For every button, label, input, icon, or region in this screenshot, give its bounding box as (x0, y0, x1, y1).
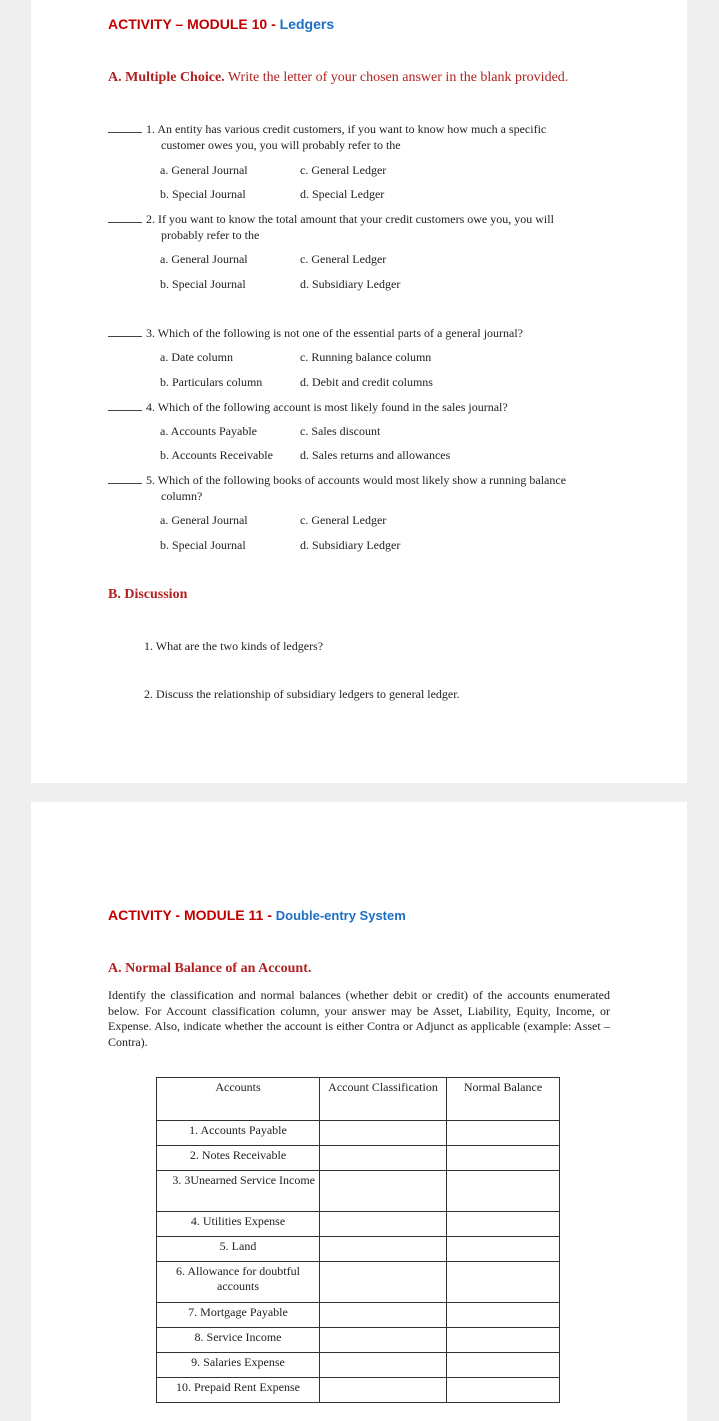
account-name: 7. Mortgage Payable (157, 1303, 320, 1328)
answer-blank-5[interactable] (108, 473, 142, 484)
module-10-title-prefix: ACTIVITY – MODULE 10 - (108, 16, 280, 32)
account-name: 9. Salaries Expense (157, 1353, 320, 1378)
classification-cell[interactable] (320, 1237, 447, 1262)
table-row (157, 1303, 560, 1328)
q5-option-d: d. Subsidiary Ledger (300, 538, 401, 552)
account-name: 2. Notes Receivable (157, 1146, 320, 1171)
page-module-11 (31, 802, 687, 1421)
question-4-line1: 4. Which of the following account is most likely found in the sales journal? (146, 400, 508, 414)
q4-option-b: b. Accounts Receivable (160, 448, 273, 462)
q1-option-c: c. General Ledger (300, 163, 387, 177)
q1-option-a: a. General Journal (160, 163, 248, 177)
answer-blank-1[interactable] (108, 122, 142, 133)
table-row (157, 1353, 560, 1378)
normal-balance-cell[interactable] (447, 1328, 560, 1353)
header-account-classification: Account Classification (320, 1078, 447, 1121)
q1-option-d: d. Special Ledger (300, 187, 385, 201)
answer-blank-3[interactable] (108, 326, 142, 337)
normal-balance-cell[interactable] (447, 1146, 560, 1171)
discussion-question-1: 1. What are the two kinds of ledgers? (144, 639, 324, 653)
discussion-question-2: 2. Discuss the relationship of subsidiary ledgers to general ledger. (144, 687, 460, 701)
classification-cell[interactable] (320, 1328, 447, 1353)
q1-option-b: b. Special Journal (160, 187, 246, 201)
classification-cell[interactable] (320, 1171, 447, 1212)
account-name: 10. Prepaid Rent Expense (157, 1378, 320, 1403)
module-11-title (108, 907, 406, 923)
section-b-label: B. Discussion (108, 587, 188, 602)
question-4 (108, 399, 508, 415)
q4-option-a: a. Accounts Payable (160, 424, 257, 438)
question-5 (108, 472, 566, 488)
normal-balance-cell[interactable] (447, 1212, 560, 1237)
q2-option-b: b. Special Journal (160, 277, 246, 291)
question-1 (108, 121, 546, 137)
table-row (157, 1171, 560, 1212)
table-header-row (157, 1078, 560, 1121)
classification-cell[interactable] (320, 1262, 447, 1303)
q4-option-d: d. Sales returns and allowances (300, 448, 451, 462)
section-a-heading (108, 70, 568, 86)
module-11-title-topic: Double-entry System (275, 908, 406, 923)
module-11-title-prefix: ACTIVITY - MODULE 11 - (108, 907, 276, 923)
q2-option-c: c. General Ledger (300, 252, 387, 266)
account-name: 6. Allowance for doubtful accounts (157, 1262, 320, 1303)
q3-option-b: b. Particulars column (160, 375, 263, 389)
account-classification-table (156, 1077, 560, 1403)
question-2-line2: probably refer to the (161, 228, 260, 242)
header-accounts: Accounts (157, 1078, 320, 1121)
table-row (157, 1328, 560, 1353)
module-10-title (108, 16, 334, 32)
normal-balance-cell[interactable] (447, 1262, 560, 1303)
table-row (157, 1378, 560, 1403)
q4-option-c: c. Sales discount (300, 424, 381, 438)
q5-option-a: a. General Journal (160, 513, 248, 527)
account-name: 1. Accounts Payable (157, 1121, 320, 1146)
module-11-section-a-label: A. Normal Balance of an Account. (108, 961, 312, 976)
header-normal-balance: Normal Balance (447, 1078, 560, 1121)
account-name: 4. Utilities Expense (157, 1212, 320, 1237)
q5-option-b: b. Special Journal (160, 538, 246, 552)
page-module-10 (31, 0, 687, 783)
q2-option-a: a. General Journal (160, 252, 248, 266)
classification-cell[interactable] (320, 1212, 447, 1237)
classification-cell[interactable] (320, 1121, 447, 1146)
q3-option-d: d. Debit and credit columns (300, 375, 433, 389)
account-name: 5. Land (157, 1237, 320, 1262)
section-b-heading (108, 587, 187, 603)
answer-blank-4[interactable] (108, 400, 142, 411)
module-11-section-a-heading (108, 961, 311, 977)
classification-cell[interactable] (320, 1303, 447, 1328)
question-5-line1: 5. Which of the following books of accounts would most likely show a running balance (146, 473, 567, 487)
answer-blank-2[interactable] (108, 212, 142, 223)
q5-option-c: c. General Ledger (300, 513, 387, 527)
normal-balance-cell[interactable] (447, 1378, 560, 1403)
question-1-line1: 1. An entity has various credit customers, if you want to know how much a specific (146, 122, 547, 136)
normal-balance-cell[interactable] (447, 1303, 560, 1328)
normal-balance-cell[interactable] (447, 1121, 560, 1146)
module-11-instruction: Identify the classification and normal balances (whether debit or credit) of the accounts enumerated below. For Account classification column, your answer may be Asset, Liability, Equity, Income, or Expense. Also, indicate whether the account is either Contra or Adjunct as applicable (example: Asset – Contra). (108, 988, 610, 1049)
account-name: 8. Service Income (157, 1328, 320, 1353)
classification-cell[interactable] (320, 1353, 447, 1378)
normal-balance-cell[interactable] (447, 1237, 560, 1262)
question-2-line1: 2. If you want to know the total amount that your credit customers owe you, you will (146, 212, 554, 226)
q3-option-a: a. Date column (160, 350, 233, 364)
section-a-instruction: Write the letter of your chosen answer in the blank provided. (224, 70, 569, 85)
table-row (157, 1212, 560, 1237)
q3-option-c: c. Running balance column (300, 350, 432, 364)
question-3-line1: 3. Which of the following is not one of the essential parts of a general journal? (146, 326, 524, 340)
table-row (157, 1146, 560, 1171)
normal-balance-cell[interactable] (447, 1171, 560, 1212)
table-row (157, 1237, 560, 1262)
question-2 (108, 211, 554, 227)
section-a-label: A. Multiple Choice. (108, 70, 225, 85)
table-row (157, 1262, 560, 1303)
classification-cell[interactable] (320, 1378, 447, 1403)
table-row (157, 1121, 560, 1146)
account-name: 3. 3Unearned Service Income (157, 1171, 320, 1212)
module-10-title-topic: Ledgers (279, 16, 335, 32)
q2-option-d: d. Subsidiary Ledger (300, 277, 401, 291)
classification-cell[interactable] (320, 1146, 447, 1171)
question-3 (108, 325, 523, 341)
question-1-line2: customer owes you, you will probably refer to the (161, 138, 401, 152)
question-5-line2: column? (161, 489, 203, 503)
normal-balance-cell[interactable] (447, 1353, 560, 1378)
